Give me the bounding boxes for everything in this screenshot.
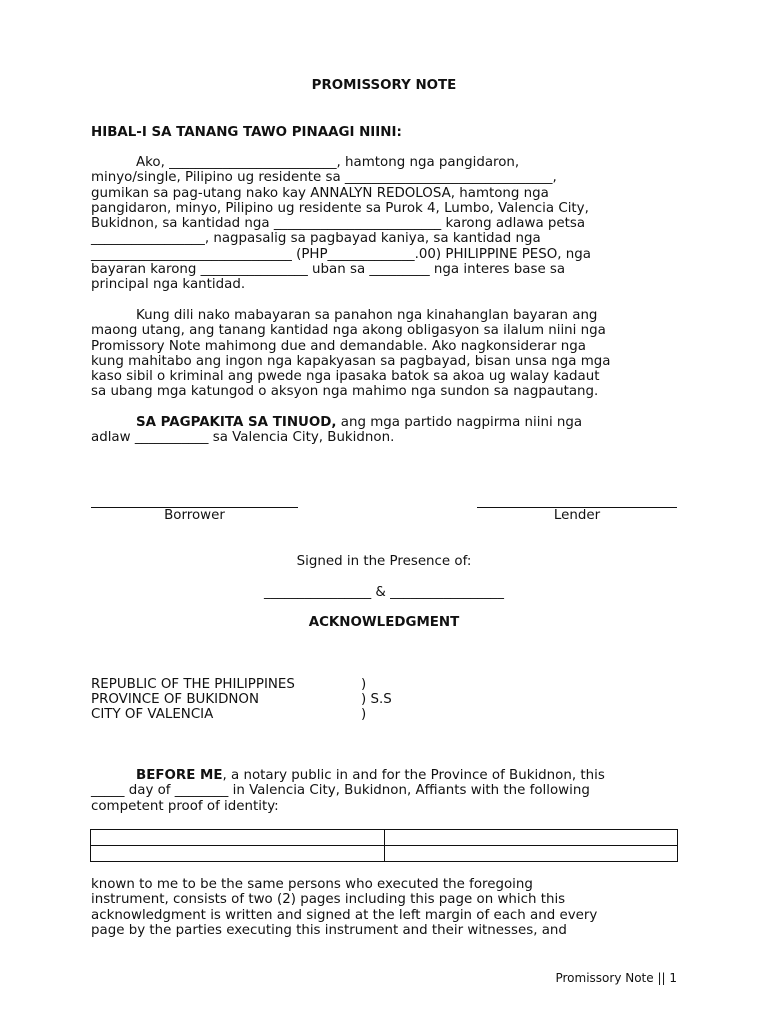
paragraph-known xyxy=(91,877,677,938)
venue-row: PROVINCE OF BUKIDNON ) S.S xyxy=(91,692,392,707)
table-row xyxy=(91,846,678,862)
borrower-label: Borrower xyxy=(164,508,225,523)
paragraph-default xyxy=(91,308,677,400)
paragraph-line: Bukidnon, sa kantidad nga _________________________ karong adlawa petsa xyxy=(91,216,586,232)
paragraph-line: pangidaron, minyo, Pilipino ug residente sa Purok 4, Lumbo, Valencia City, xyxy=(91,200,589,216)
paragraph-line: page by the parties executing this instrument and their witnesses, and xyxy=(91,922,567,938)
document-heading: HIBAL-I SA TANANG TAWO PINAAGI NIINI: xyxy=(91,125,402,140)
page-footer: Promissory Note || 1 xyxy=(555,971,677,985)
paragraph-witness xyxy=(91,415,677,446)
paragraph-line: Kung dili nako mabayaran sa panahon nga kinahanglan bayaran ang xyxy=(136,308,598,323)
paragraph-line: ______________________________ (PHP_____________.00) PHILIPPINE PESO, nga xyxy=(91,246,591,262)
witness-signature-line: ________________ & _________________ xyxy=(264,585,504,600)
paragraph-line: Promissory Note mahimong due and demandable. Ako nagkonsiderar nga xyxy=(91,338,586,354)
paragraph-promise xyxy=(91,155,677,293)
lender-label: Lender xyxy=(553,508,601,523)
table-cell[interactable] xyxy=(91,846,385,862)
paragraph-line: maong utang, ang tanang kantidad nga akong obligasyon sa ilalum niini nga xyxy=(91,323,606,339)
identity-proof-table xyxy=(90,829,678,862)
paragraph-line: kaso sibil o kriminal ang pwede nga ipasaka batok sa akoa ug walay kadaut xyxy=(91,369,600,385)
paragraph-line: sa ubang mga katungod o aksyon nga mahimo nga sundon sa nagpautang. xyxy=(91,384,599,400)
paragraph-line: competent proof of identity: xyxy=(91,798,279,814)
paragraph-line: _________________, nagpasalig sa pagbayad kaniya, sa kantidad nga xyxy=(91,231,541,247)
paragraph-line: adlaw ___________ sa Valencia City, Bukidnon. xyxy=(91,430,395,446)
table-row xyxy=(91,830,678,846)
paragraph-line: kung mahitabo ang ingon nga kapakyasan sa pagbayad, bisan unsa nga mga xyxy=(91,353,611,369)
acknowledgment-title: ACKNOWLEDGMENT xyxy=(308,615,460,630)
paragraph-line: Ako, _________________________, hamtong nga pangidaron, xyxy=(136,155,520,170)
paragraph-line: SA PAGPAKITA SA TINUOD, ang mga partido nagpirma niini nga xyxy=(136,415,583,430)
table-cell[interactable] xyxy=(91,830,385,846)
paragraph-line: acknowledgment is written and signed at the left margin of each and every xyxy=(91,907,598,923)
paragraph-before-me xyxy=(91,768,677,814)
table-cell[interactable] xyxy=(384,846,678,862)
paragraph-line: BEFORE ME, a notary public in and for the Province of Bukidnon, this xyxy=(136,768,605,783)
signed-presence-label: Signed in the Presence of: xyxy=(296,554,472,569)
paragraph-line: _____ day of ________ in Valencia City, Bukidnon, Affiants with the following xyxy=(91,783,590,799)
paragraph-line: minyo/single, Pilipino ug residente sa _______________________________, xyxy=(91,170,557,186)
table-cell[interactable] xyxy=(384,830,678,846)
document-title: PROMISSORY NOTE xyxy=(311,78,457,93)
paragraph-line: instrument, consists of two (2) pages including this page on which this xyxy=(91,892,566,908)
paragraph-line: bayaran karong ________________ uban sa _________ nga interes base sa xyxy=(91,262,566,278)
venue-row: CITY OF VALENCIA ) xyxy=(91,707,367,722)
paragraph-line: gumikan sa pag-utang nako kay ANNALYN REDOLOSA, hamtong nga xyxy=(91,185,549,201)
paragraph-line: known to me to be the same persons who executed the foregoing xyxy=(91,877,533,892)
venue-row: REPUBLIC OF THE PHILIPPINES ) xyxy=(91,677,367,692)
paragraph-line: principal nga kantidad. xyxy=(91,277,246,293)
